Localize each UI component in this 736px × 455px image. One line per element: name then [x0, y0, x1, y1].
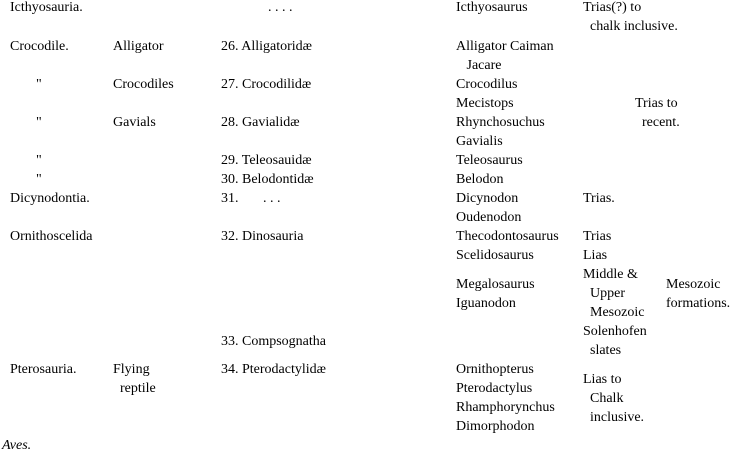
order-pterosauria: Pterosauria.	[10, 362, 77, 377]
range-solenhofen: Solenhofen slates	[583, 324, 647, 358]
range-middle-upper-mesozoic: Middle & Upper Mesozoic	[583, 267, 645, 320]
range-crocodilia: Trias to recent.	[635, 96, 680, 130]
ditto-mark: "	[36, 153, 42, 168]
family-dinosauria: 32. Dinosauria	[221, 229, 304, 244]
range-mesozoic-formations: Mesozoic formations.	[666, 277, 731, 311]
order-dicynodontia: Dicynodontia.	[10, 191, 90, 206]
common-flying-reptile: Flying reptile	[113, 362, 156, 396]
family-pterodactylidae: 34. Pterodactylidæ	[221, 362, 326, 377]
common-crocodiles: Crocodiles	[113, 77, 174, 92]
family-crocodilidae: 27. Crocodilidæ	[221, 77, 312, 92]
common-gavials: Gavials	[113, 115, 156, 130]
range-pterosauria: Lias to Chalk inclusive.	[583, 372, 645, 425]
genera-dicynodontia: Dicynodon Oudenodon	[456, 191, 522, 225]
range-icthyosauria: Trias(?) to chalk inclusive.	[583, 0, 678, 34]
genus-teleosaurus: Teleosaurus	[456, 153, 523, 168]
family-gavialidae: 28. Gavialidæ	[221, 115, 300, 130]
family-compsognatha: 33. Compsognatha	[221, 334, 326, 349]
genus-icthyosaurus: Icthyosaurus	[456, 0, 528, 15]
order-crocodile: Crocodile.	[10, 39, 69, 54]
ditto-mark: "	[36, 115, 42, 130]
range-trias-lias: Trias Lias	[583, 229, 612, 263]
common-alligator: Alligator	[113, 39, 164, 54]
genus-belodon: Belodon	[456, 172, 504, 187]
ditto-mark: "	[36, 172, 42, 187]
order-aves: Aves.	[2, 438, 32, 453]
family-teleosauridae: 29. Teleosauidæ	[221, 153, 312, 168]
family-placeholder-dots: . . . .	[268, 0, 293, 15]
range-dicynodontia: Trias.	[583, 191, 615, 206]
family-belodontidae: 30. Belodontidæ	[221, 172, 314, 187]
genera-crocodilidae: Crocodilus Mecistops	[456, 77, 518, 111]
family-alligatoridae: 26. Alligatoridæ	[221, 39, 312, 54]
family-31: 31. . . .	[221, 191, 281, 206]
genera-early-dinosaurs: Thecodontosaurus Scelidosaurus	[456, 229, 559, 263]
genera-later-dinosaurs: Megalosaurus Iguanodon	[456, 277, 535, 311]
order-icthyosauria: Icthyosauria.	[10, 0, 83, 15]
genera-alligatoridae: Alligator Caiman Jacare	[456, 39, 554, 73]
genera-pterodactylidae: Ornithopterus Pterodactylus Rhamphorynchus Dimorphodon	[456, 362, 555, 434]
order-ornithoscelida: Ornithoscelida	[10, 229, 93, 244]
ditto-mark: "	[36, 77, 42, 92]
genera-gavialidae: Rhynchosuchus Gavialis	[456, 115, 545, 149]
